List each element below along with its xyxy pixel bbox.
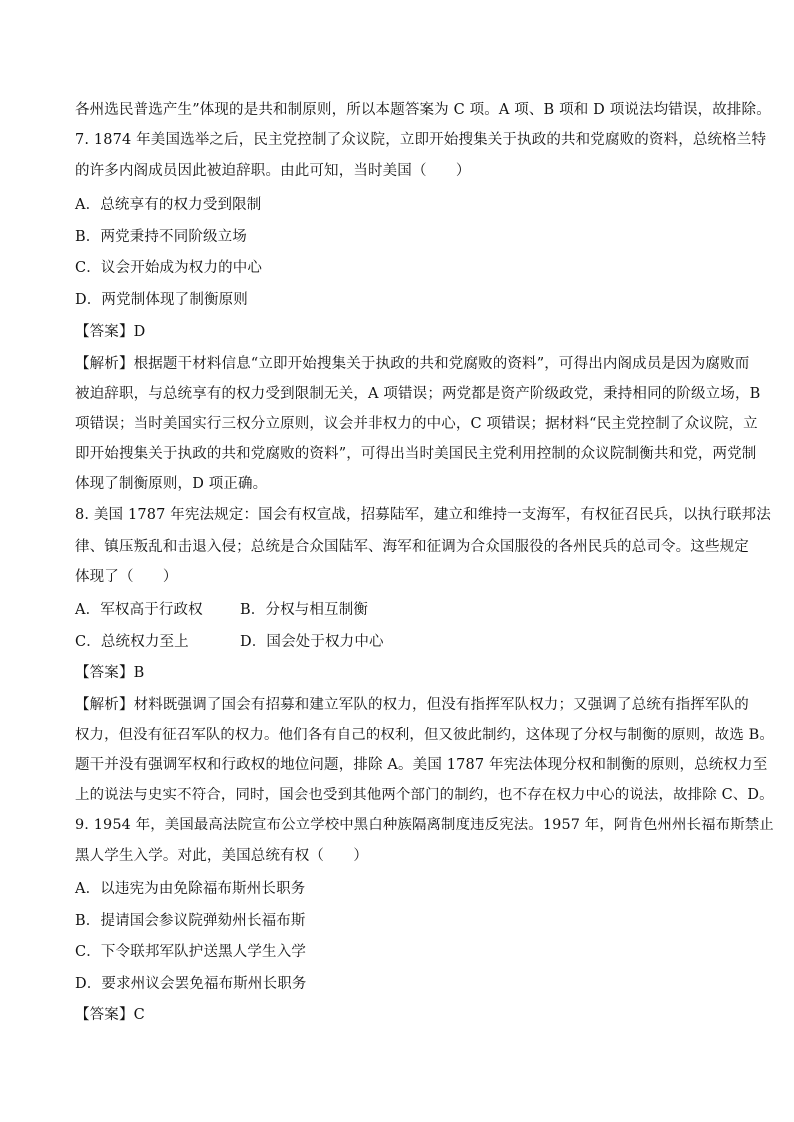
question-9-option-c: C．下令联邦军队护送黑人学生入学 <box>75 944 306 960</box>
question-8-stem: 8. 美国 1787 年宪法规定：国会有权宣战，招募陆军，建立和维持一支海军，有权征召民兵，以执行联邦法 <box>75 507 771 523</box>
question-8-analysis: 【解析】材料既强调了国会有招募和建立军队的权力，但没有指挥军队权力；又强调了总统有指挥军队的 <box>75 697 749 713</box>
question-7-stem-cont: 的许多内阁成员因此被迫辞职。由此可知，当时美国（ ） <box>75 163 471 179</box>
question-7-option-d: D．两党制体现了制衡原则 <box>75 292 248 308</box>
question-8-option-c: C．总统权力至上 <box>75 634 189 650</box>
question-9-option-b: B．提请国会参议院弹劾州长福布斯 <box>75 913 306 929</box>
question-9-stem-cont: 黑人学生入学。对此，美国总统有权（ ） <box>75 848 368 864</box>
question-7-analysis: 被迫辞职，与总统享有的权力受到限制无关，A 项错误；两党都是资产阶级政党，秉持相同的阶级立场，B <box>75 386 761 402</box>
question-7-analysis: 项错误；当时美国实行三权分立原则，议会并非权力的中心，C 项错误；据材料“民主党控制了众议院，立 <box>75 416 758 432</box>
question-7-answer: 【答案】D <box>75 324 146 340</box>
question-8-answer: 【答案】B <box>75 665 145 681</box>
question-9-answer: 【答案】C <box>75 1007 145 1023</box>
question-8-analysis: 题干并没有强调军权和行政权的地位问题，排除 A。美国 1787 年宪法体现分权和制衡的原则，总统权力至 <box>75 757 768 773</box>
question-9-option-a: A．以违宪为由免除福布斯州长职务 <box>75 881 306 897</box>
question-7-option-c: C．议会开始成为权力的中心 <box>75 260 263 276</box>
question-7-option-b: B．两党秉持不同阶级立场 <box>75 229 247 245</box>
question-7-analysis: 即开始搜集关于执政的共和党腐败的资料”，可得出当时美国民主党利用控制的众议院制衡共和党，两党制 <box>75 446 757 462</box>
question-8-stem-cont: 律、镇压叛乱和击退入侵；总统是合众国陆军、海军和征调为合众国服役的各州民兵的总司令。这些规定 <box>75 539 749 555</box>
question-7-analysis: 体现了制衡原则，D 项正确。 <box>75 476 268 492</box>
question-7-analysis: 【解析】根据题干材料信息“立即开始搜集关于执政的共和党腐败的资料”，可得出内阁成员是因为腐败而 <box>75 356 750 372</box>
question-8-stem-cont: 体现了（ ） <box>75 569 178 585</box>
question-8-option-a: A．军权高于行政权 <box>75 602 203 618</box>
question-8-analysis: 上的说法与史实不符合，同时，国会也受到其他两个部门的制约，也不存在权力中心的说法，故排除 C、D。 <box>75 787 774 803</box>
question-9-stem: 9. 1954 年，美国最高法院宣布公立学校中黑白种族隔离制度违反宪法。1957 年，阿肯色州州长福布斯禁止 <box>75 817 774 833</box>
question-8-option-d: D．国会处于权力中心 <box>240 634 384 650</box>
question-7-option-a: A．总统享有的权力受到限制 <box>75 197 262 213</box>
question-8-option-b: B．分权与相互制衡 <box>240 602 369 618</box>
question-7-stem: 7. 1874 年美国选举之后，民主党控制了众议院，立即开始搜集关于执政的共和党腐败的资料，总统格兰特 <box>75 132 767 148</box>
prev-analysis-tail: 各州选民普选产生”体现的是共和制原则，所以本题答案为 C 项。A 项、B 项和 D 项说法均错误，故排除。 <box>75 102 771 118</box>
question-9-option-d: D．要求州议会罢免福布斯州长职务 <box>75 976 307 992</box>
question-8-analysis: 权力，但没有征召军队的权力。他们各有自己的权利，但又彼此制约，这体现了分权与制衡的原则，故选 B。 <box>75 727 774 743</box>
